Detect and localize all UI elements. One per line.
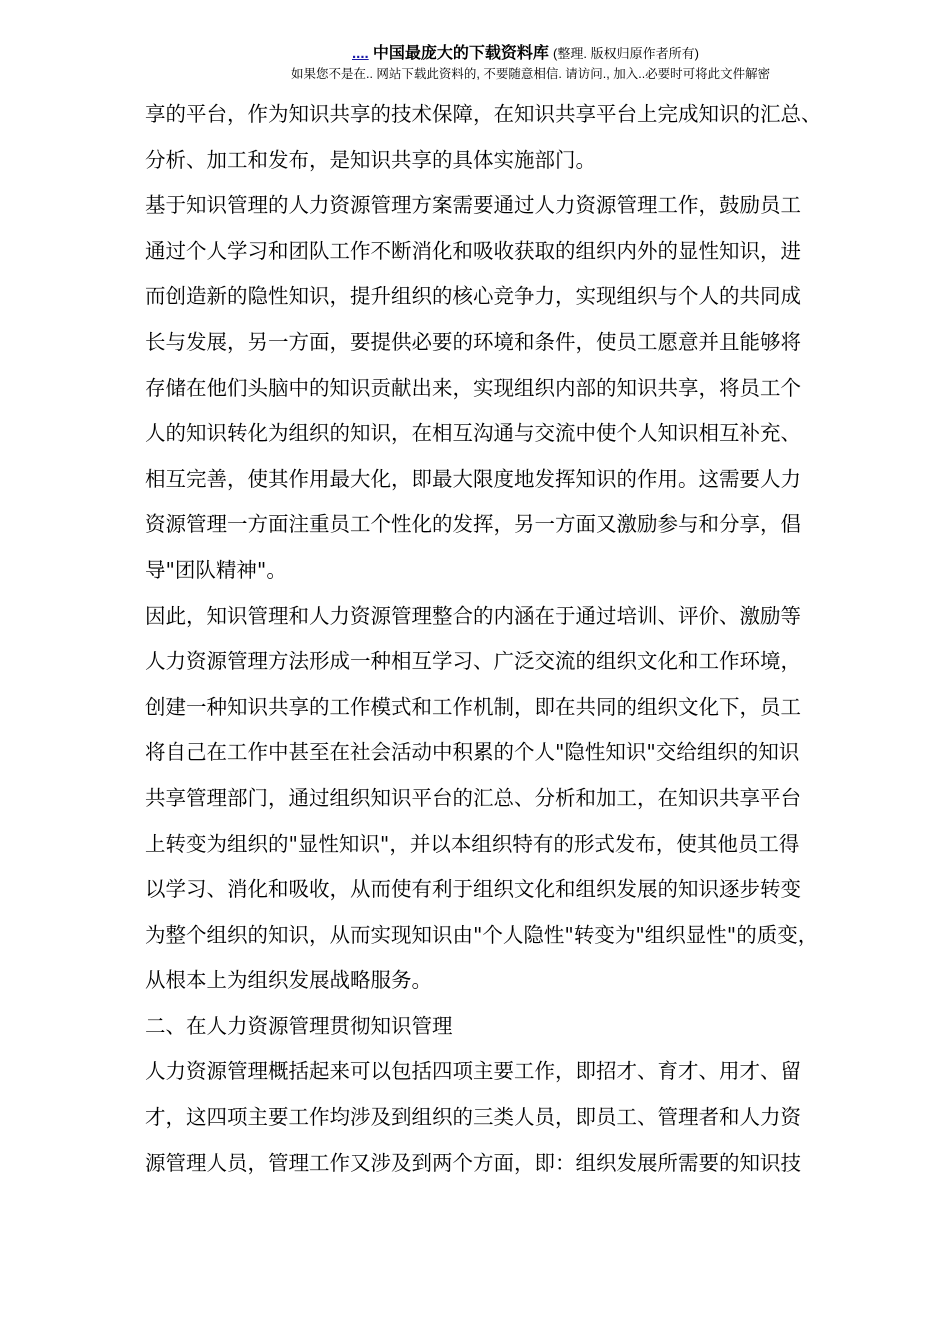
body-text-line: 导"团队精神"。 bbox=[145, 557, 287, 582]
header-notice: 如果您不是在.. 网站下载此资料的, 不要随意相信. 请访问., 加入..必要时可将此文件解密 bbox=[291, 67, 771, 81]
body-text-line: 长与发展，另一方面，要提供必要的环境和条件，使员工愿意并且能够将 bbox=[145, 329, 801, 354]
body-text-line: 将自己在工作中甚至在社会活动中积累的个人"隐性知识"交给组织的知识 bbox=[145, 740, 800, 765]
body-text-line: 人的知识转化为组织的知识，在相互沟通与交流中使个人知识相互补充、 bbox=[145, 421, 801, 446]
document-body bbox=[145, 92, 870, 1186]
body-text-line: 因此，知识管理和人力资源管理整合的内涵在于通过培训、评价、激励等 bbox=[145, 603, 801, 628]
body-text-line: 通过个人学习和团队工作不断消化和吸收获取的组织内外的显性知识，进 bbox=[145, 238, 801, 263]
body-text-line: 人力资源管理方法形成一种相互学习、广泛交流的组织文化和工作环境， bbox=[145, 649, 801, 674]
header-site-link[interactable]: .... bbox=[352, 45, 369, 62]
body-text-line: 人力资源管理概括起来可以包括四项主要工作，即招才、育才、用才、留 bbox=[145, 1059, 801, 1084]
body-text-line: 为整个组织的知识，从而实现知识由"个人隐性"转变为"组织显性"的质变， bbox=[145, 922, 819, 947]
body-text-line: 二、在人力资源管理贯彻知识管理 bbox=[145, 1013, 453, 1038]
body-text-line: 基于知识管理的人力资源管理方案需要通过人力资源管理工作，鼓励员工 bbox=[145, 193, 801, 218]
body-text-line: 享的平台，作为知识共享的技术保障，在知识共享平台上完成知识的汇总、 bbox=[145, 102, 822, 126]
body-text-line: 上转变为组织的"显性知识"，并以本组织特有的形式发布，使其他员工得 bbox=[145, 831, 800, 856]
header-title-line bbox=[352, 44, 699, 64]
body-text-line: 分析、加工和发布，是知识共享的具体实施部门。 bbox=[145, 147, 596, 172]
body-text-line: 创建一种知识共享的工作模式和工作机制，即在共同的组织文化下，员工 bbox=[145, 694, 801, 719]
header-copyright-note: (整理. 版权归原作者所有) bbox=[553, 46, 699, 61]
body-text-line: 存储在他们头脑中的知识贡献出来，实现组织内部的知识共享，将员工个 bbox=[145, 375, 801, 400]
body-text-line: 而创造新的隐性知识，提升组织的核心竞争力，实现组织与个人的共同成 bbox=[145, 284, 801, 309]
body-text-line: 资源管理一方面注重员工个性化的发挥，另一方面又激励参与和分享，倡 bbox=[145, 512, 801, 537]
body-text-line: 以学习、消化和吸收，从而使有利于组织文化和组织发展的知识逐步转变 bbox=[145, 877, 801, 902]
body-text-line: 才，这四项主要工作均涉及到组织的三类人员，即员工、管理者和人力资 bbox=[145, 1105, 801, 1130]
header-title: 中国最庞大的下载资料库 bbox=[372, 45, 549, 62]
body-text-line: 从根本上为组织发展战略服务。 bbox=[145, 968, 432, 993]
body-text-line: 相互完善，使其作用最大化，即最大限度地发挥知识的作用。这需要人力 bbox=[145, 466, 801, 491]
body-text-line: 共享管理部门，通过组织知识平台的汇总、分析和加工，在知识共享平台 bbox=[145, 785, 801, 810]
body-text-line: 源管理人员，管理工作又涉及到两个方面，即：组织发展所需要的知识技 bbox=[145, 1150, 801, 1175]
